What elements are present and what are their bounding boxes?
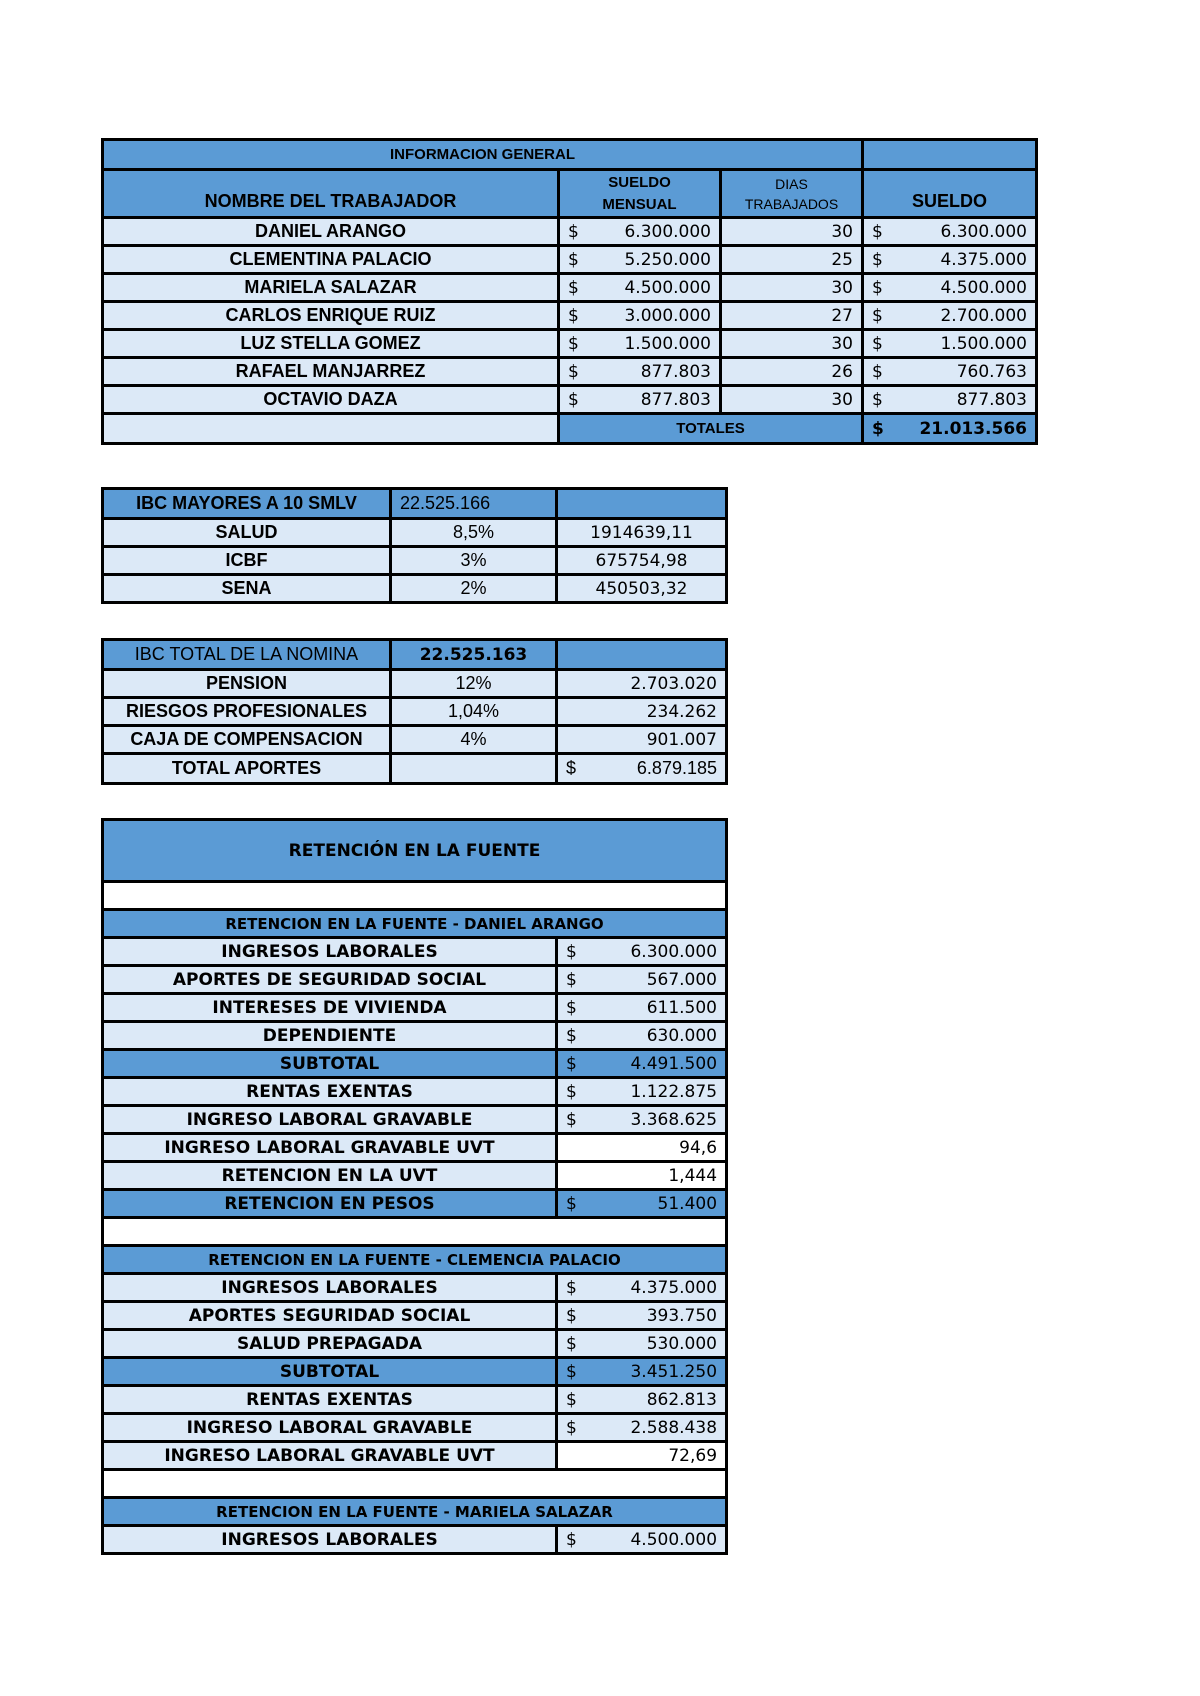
worker-pay: $ 4.375.000 [863, 246, 1037, 274]
ibctotal-value: 22.525.163 [391, 640, 557, 670]
contribution-amount: 1914639,11 [557, 519, 727, 547]
general-info-title-blank [863, 140, 1037, 170]
table-row [103, 519, 727, 547]
table-row [103, 966, 727, 994]
table-row [103, 1414, 727, 1442]
retention-label: SUBTOTAL [103, 1358, 557, 1386]
worker-days: 27 [721, 302, 863, 330]
contribution-name: ICBF [103, 547, 391, 575]
contribution-name: PENSION [103, 670, 391, 698]
retention-value: $ 6.300.000 [557, 938, 727, 966]
worker-name: CLEMENTINA PALACIO [103, 246, 559, 274]
ibctotal-label: IBC TOTAL DE LA NOMINA [103, 640, 391, 670]
retention-label: APORTES SEGURIDAD SOCIAL [103, 1302, 557, 1330]
contribution-amount: 2.703.020 [557, 670, 727, 698]
retention-label: INGRESO LABORAL GRAVABLE [103, 1414, 557, 1442]
worker-pay: $ 1.500.000 [863, 330, 1037, 358]
retention-label: INTERESES DE VIVIENDA [103, 994, 557, 1022]
worker-pay: $ 6.300.000 [863, 218, 1037, 246]
total-aportes-value: $ 6.879.185 [557, 754, 727, 784]
table-row [103, 358, 1037, 386]
worker-pay: $ 4.500.000 [863, 274, 1037, 302]
contribution-rate: 4% [391, 726, 557, 754]
retention-label: DEPENDIENTE [103, 1022, 557, 1050]
table-row [103, 330, 1037, 358]
retention-label: SUBTOTAL [103, 1050, 557, 1078]
table-row [103, 1106, 727, 1134]
ibctotal-blank [557, 640, 727, 670]
retention-value: $ 3.451.250 [557, 1358, 727, 1386]
contribution-name: SALUD [103, 519, 391, 547]
table-row [103, 1078, 727, 1106]
retention-value: $ 862.813 [557, 1386, 727, 1414]
col-header-days: DIAS TRABAJADOS [721, 170, 863, 218]
table-row [103, 575, 727, 603]
retention-table [101, 818, 728, 1555]
worker-days: 30 [721, 330, 863, 358]
retention-spacer [103, 1218, 727, 1246]
retention-title: RETENCIÓN EN LA FUENTE [103, 820, 727, 882]
ibc10-value: 22.525.166 [391, 489, 557, 519]
worker-pay: $ 877.803 [863, 386, 1037, 414]
total-aportes-label: TOTAL APORTES [103, 754, 391, 784]
retention-value: $ 4.500.000 [557, 1526, 727, 1554]
retention-daniel-title: RETENCION EN LA FUENTE - DANIEL ARANGO [103, 910, 727, 938]
table-row [103, 246, 1037, 274]
general-info-title: INFORMACION GENERAL [103, 140, 863, 170]
worker-salary: $ 877.803 [559, 358, 721, 386]
col-header-pay: SUELDO [863, 170, 1037, 218]
table-row [103, 1302, 727, 1330]
retention-value: 94,6 [557, 1134, 727, 1162]
retention-label: RETENCION EN LA UVT [103, 1162, 557, 1190]
retention-value: $ 567.000 [557, 966, 727, 994]
retention-label: INGRESO LABORAL GRAVABLE UVT [103, 1134, 557, 1162]
worker-pay: $ 760.763 [863, 358, 1037, 386]
col-header-name: NOMBRE DEL TRABAJADOR [103, 170, 559, 218]
table-row [103, 1274, 727, 1302]
total-aportes-blank [391, 754, 557, 784]
table-row [103, 1330, 727, 1358]
worker-days: 30 [721, 386, 863, 414]
table-row [103, 302, 1037, 330]
worker-name: LUZ STELLA GOMEZ [103, 330, 559, 358]
contribution-rate: 12% [391, 670, 557, 698]
retention-label: SALUD PREPAGADA [103, 1330, 557, 1358]
worker-days: 25 [721, 246, 863, 274]
retention-label: APORTES DE SEGURIDAD SOCIAL [103, 966, 557, 994]
retention-label: RENTAS EXENTAS [103, 1386, 557, 1414]
worker-name: MARIELA SALAZAR [103, 274, 559, 302]
ibc10-blank [557, 489, 727, 519]
table-row [103, 1526, 727, 1554]
retention-label: INGRESO LABORAL GRAVABLE UVT [103, 1442, 557, 1470]
worker-days: 30 [721, 218, 863, 246]
retention-label: INGRESOS LABORALES [103, 1274, 557, 1302]
table-row [103, 547, 727, 575]
retention-value: $ 630.000 [557, 1022, 727, 1050]
worker-name: DANIEL ARANGO [103, 218, 559, 246]
worker-salary: $ 3.000.000 [559, 302, 721, 330]
ibc-10-smlv-table [101, 487, 728, 604]
retention-value: $ 51.400 [557, 1190, 727, 1218]
totals-blank [103, 414, 559, 444]
retention-value: $ 530.000 [557, 1330, 727, 1358]
table-row [103, 726, 727, 754]
contribution-name: SENA [103, 575, 391, 603]
table-row [103, 1022, 727, 1050]
retention-value: $ 4.375.000 [557, 1274, 727, 1302]
retention-label: RETENCION EN PESOS [103, 1190, 557, 1218]
contribution-amount: 675754,98 [557, 547, 727, 575]
retention-value: $ 2.588.438 [557, 1414, 727, 1442]
retention-value: $ 3.368.625 [557, 1106, 727, 1134]
totals-value: $ 21.013.566 [863, 414, 1037, 444]
retention-label: INGRESOS LABORALES [103, 938, 557, 966]
worker-days: 26 [721, 358, 863, 386]
worker-name: OCTAVIO DAZA [103, 386, 559, 414]
table-row [103, 1386, 727, 1414]
contribution-rate: 1,04% [391, 698, 557, 726]
retention-mariela-title: RETENCION EN LA FUENTE - MARIELA SALAZAR [103, 1498, 727, 1526]
table-row [103, 1442, 727, 1470]
table-row [103, 218, 1037, 246]
worker-salary: $ 6.300.000 [559, 218, 721, 246]
table-row [103, 274, 1037, 302]
table-row [103, 386, 1037, 414]
table-row [103, 1358, 727, 1386]
worker-name: CARLOS ENRIQUE RUIZ [103, 302, 559, 330]
contribution-rate: 2% [391, 575, 557, 603]
ibc-total-table [101, 638, 728, 785]
table-row [103, 1134, 727, 1162]
retention-clemencia-title: RETENCION EN LA FUENTE - CLEMENCIA PALACIO [103, 1246, 727, 1274]
retention-label: INGRESOS LABORALES [103, 1526, 557, 1554]
retention-value: 1,444 [557, 1162, 727, 1190]
worker-name: RAFAEL MANJARREZ [103, 358, 559, 386]
retention-label: RENTAS EXENTAS [103, 1078, 557, 1106]
table-row [103, 1162, 727, 1190]
contribution-rate: 3% [391, 547, 557, 575]
table-row [103, 994, 727, 1022]
worker-salary: $ 877.803 [559, 386, 721, 414]
table-row [103, 938, 727, 966]
worker-salary: $ 1.500.000 [559, 330, 721, 358]
contribution-rate: 8,5% [391, 519, 557, 547]
retention-value: 72,69 [557, 1442, 727, 1470]
retention-value: $ 611.500 [557, 994, 727, 1022]
retention-value: $ 393.750 [557, 1302, 727, 1330]
general-info-table [101, 138, 1038, 445]
contribution-name: RIESGOS PROFESIONALES [103, 698, 391, 726]
retention-value: $ 4.491.500 [557, 1050, 727, 1078]
worker-salary: $ 4.500.000 [559, 274, 721, 302]
retention-value: $ 1.122.875 [557, 1078, 727, 1106]
table-row [103, 670, 727, 698]
contribution-amount: 234.262 [557, 698, 727, 726]
totals-label: TOTALES [559, 414, 863, 444]
contribution-amount: 450503,32 [557, 575, 727, 603]
retention-spacer [103, 882, 727, 910]
col-header-salary: SUELDO MENSUAL [559, 170, 721, 218]
worker-pay: $ 2.700.000 [863, 302, 1037, 330]
retention-spacer [103, 1470, 727, 1498]
table-row [103, 1050, 727, 1078]
worker-salary: $ 5.250.000 [559, 246, 721, 274]
contribution-amount: 901.007 [557, 726, 727, 754]
contribution-name: CAJA DE COMPENSACION [103, 726, 391, 754]
retention-label: INGRESO LABORAL GRAVABLE [103, 1106, 557, 1134]
table-row [103, 698, 727, 726]
worker-days: 30 [721, 274, 863, 302]
table-row [103, 1190, 727, 1218]
ibc10-label: IBC MAYORES A 10 SMLV [103, 489, 391, 519]
